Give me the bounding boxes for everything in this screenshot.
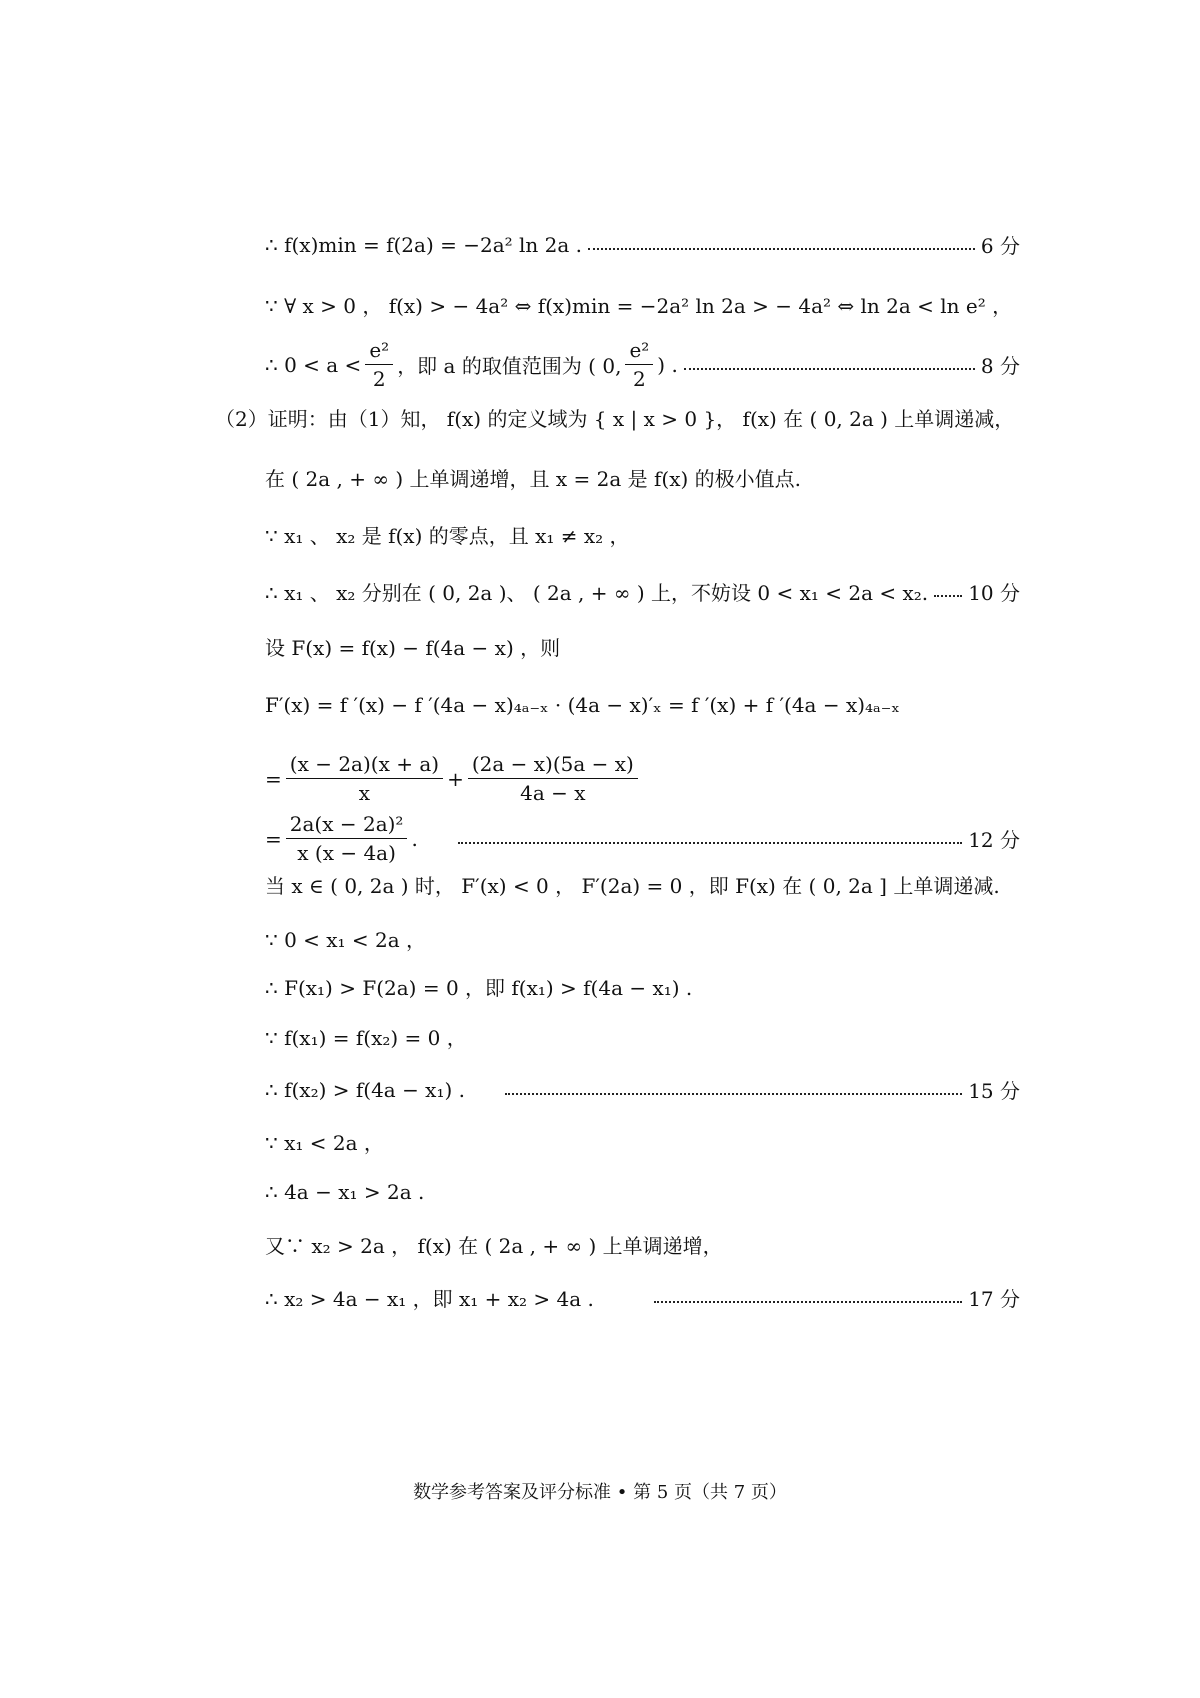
solution-line-12 (265, 870, 1020, 899)
fraction (365, 338, 393, 391)
line-text: ∵ x₁ 、 x₂ 是 f(x) 的零点，且 x₁ ≠ x₂ ， (265, 524, 630, 548)
solution-line-3 (265, 338, 1020, 391)
solution-line-2 (265, 290, 1020, 319)
solution-line-8 (265, 632, 1020, 661)
fraction-denominator: 4a − x (520, 781, 586, 805)
fraction-numerator: 2a(x − 2a)² (286, 812, 408, 839)
solution-line-18 (265, 1180, 1020, 1204)
equals-sign: = (265, 766, 282, 791)
leader-dots (505, 1093, 962, 1095)
line-text: ∴ F(x₁) > F(2a) = 0 ，即 f(x₁) > f(4a − x₁) . (265, 976, 693, 1000)
solution-line-6 (265, 520, 1020, 549)
fraction-numerator: (2a − x)(5a − x) (468, 752, 638, 779)
line-text: ∴ x₂ > 4a − x₁ ，即 x₁ + x₂ > 4a . (265, 1287, 594, 1311)
solution-line-13 (265, 924, 1020, 953)
fraction-denominator: x (x − 4a) (297, 841, 396, 865)
period: . (411, 826, 418, 851)
solution-line-16 (265, 1075, 1020, 1104)
score-mark: 17 分 (968, 1287, 1020, 1311)
score-mark: 6 分 (980, 234, 1020, 258)
fraction (286, 752, 443, 805)
fraction (468, 752, 638, 805)
solution-line-17 (265, 1127, 1020, 1156)
line-text: 当 x ∈ ( 0, 2a ) 时， F′(x) < 0 ， F′(2a) = 0 ，即 F(x) 在 ( 0, 2a ] 上单调递减. (265, 874, 1000, 898)
fraction (625, 338, 653, 391)
fraction-denominator: 2 (633, 367, 646, 391)
line-text: 又∵ x₂ > 2a ， f(x) 在 ( 2a , + ∞ ) 上单调递增， (265, 1234, 723, 1258)
solution-line-15 (265, 1022, 1020, 1051)
line-text: ∴ f(x₂) > f(4a − x₁) . (265, 1077, 465, 1102)
line-text-post: ) . (657, 352, 678, 377)
solution-line-9 (265, 693, 1020, 717)
line-text: ∵ f(x₁) = f(x₂) = 0 ， (265, 1026, 467, 1050)
leader-dots (654, 1301, 962, 1303)
score-mark: 8 分 (980, 354, 1020, 378)
plus-sign: + (447, 766, 464, 791)
solution-line-5 (265, 463, 1020, 492)
line-text: 设 F(x) = f(x) − f(4a − x) ，则 (265, 636, 561, 660)
solution-line-10 (265, 752, 1020, 805)
line-text: ∴ 4a − x₁ > 2a . (265, 1180, 425, 1204)
page-footer: 数学参考答案及评分标准 • 第 5 页（共 7 页） (413, 1482, 787, 1503)
solution-line-14 (265, 972, 1020, 1001)
line-text-mid: ，即 a 的取值范围为 ( 0, (397, 354, 622, 378)
line-text: （2）证明：由（1）知， f(x) 的定义域为 { x | x > 0 }， f(x) 在 ( 0, 2a ) 上单调递减， (215, 407, 1015, 431)
line-text: ∵ 0 < x₁ < 2a ， (265, 928, 427, 952)
line-text: ∵ ∀ x > 0 ， f(x) > − 4a² ⇔ f(x)min = −2a² ln 2a > − 4a² ⇔ ln 2a < ln e² ， (265, 294, 1013, 318)
line-text-pre: ∴ 0 < a < (265, 352, 362, 377)
line-text: ∴ x₁ 、 x₂ 分别在 ( 0, 2a )、 ( 2a , + ∞ ) 上，不妨设 0 < x₁ < 2a < x₂. (265, 581, 929, 605)
score-mark: 15 分 (968, 1079, 1020, 1103)
line-text: 在 ( 2a , + ∞ ) 上单调递增，且 x = 2a 是 f(x) 的极小值点. (265, 467, 802, 491)
leader-dots (934, 595, 962, 597)
leader-dots (684, 368, 975, 370)
leader-dots (458, 842, 962, 844)
line-text: ∴ f(x)min = f(2a) = −2a² ln 2a . (265, 232, 582, 257)
fraction-numerator: (x − 2a)(x + a) (286, 752, 443, 779)
solution-line-19 (265, 1230, 1020, 1259)
equals-sign: = (265, 826, 282, 851)
solution-line-20 (265, 1283, 1020, 1312)
solution-line-4 (215, 403, 1020, 432)
leader-dots (588, 248, 975, 250)
fraction-numerator: e² (625, 338, 653, 365)
solution-line-11 (265, 812, 1020, 865)
fraction-denominator: x (358, 781, 371, 805)
line-text: F′(x) = f ′(x) − f ′(4a − x)₄ₐ₋ₓ · (4a − x)′ₓ = f ′(x) + f ′(4a − x)₄ₐ₋ₓ (265, 693, 900, 717)
line-text: ∵ x₁ < 2a ， (265, 1131, 384, 1155)
fraction-numerator: e² (365, 338, 393, 365)
fraction (286, 812, 408, 865)
score-mark: 10 分 (968, 581, 1020, 605)
score-mark: 12 分 (968, 828, 1020, 852)
solution-line-7 (265, 577, 1020, 606)
fraction-denominator: 2 (372, 367, 386, 391)
solution-line-1 (265, 230, 1020, 259)
